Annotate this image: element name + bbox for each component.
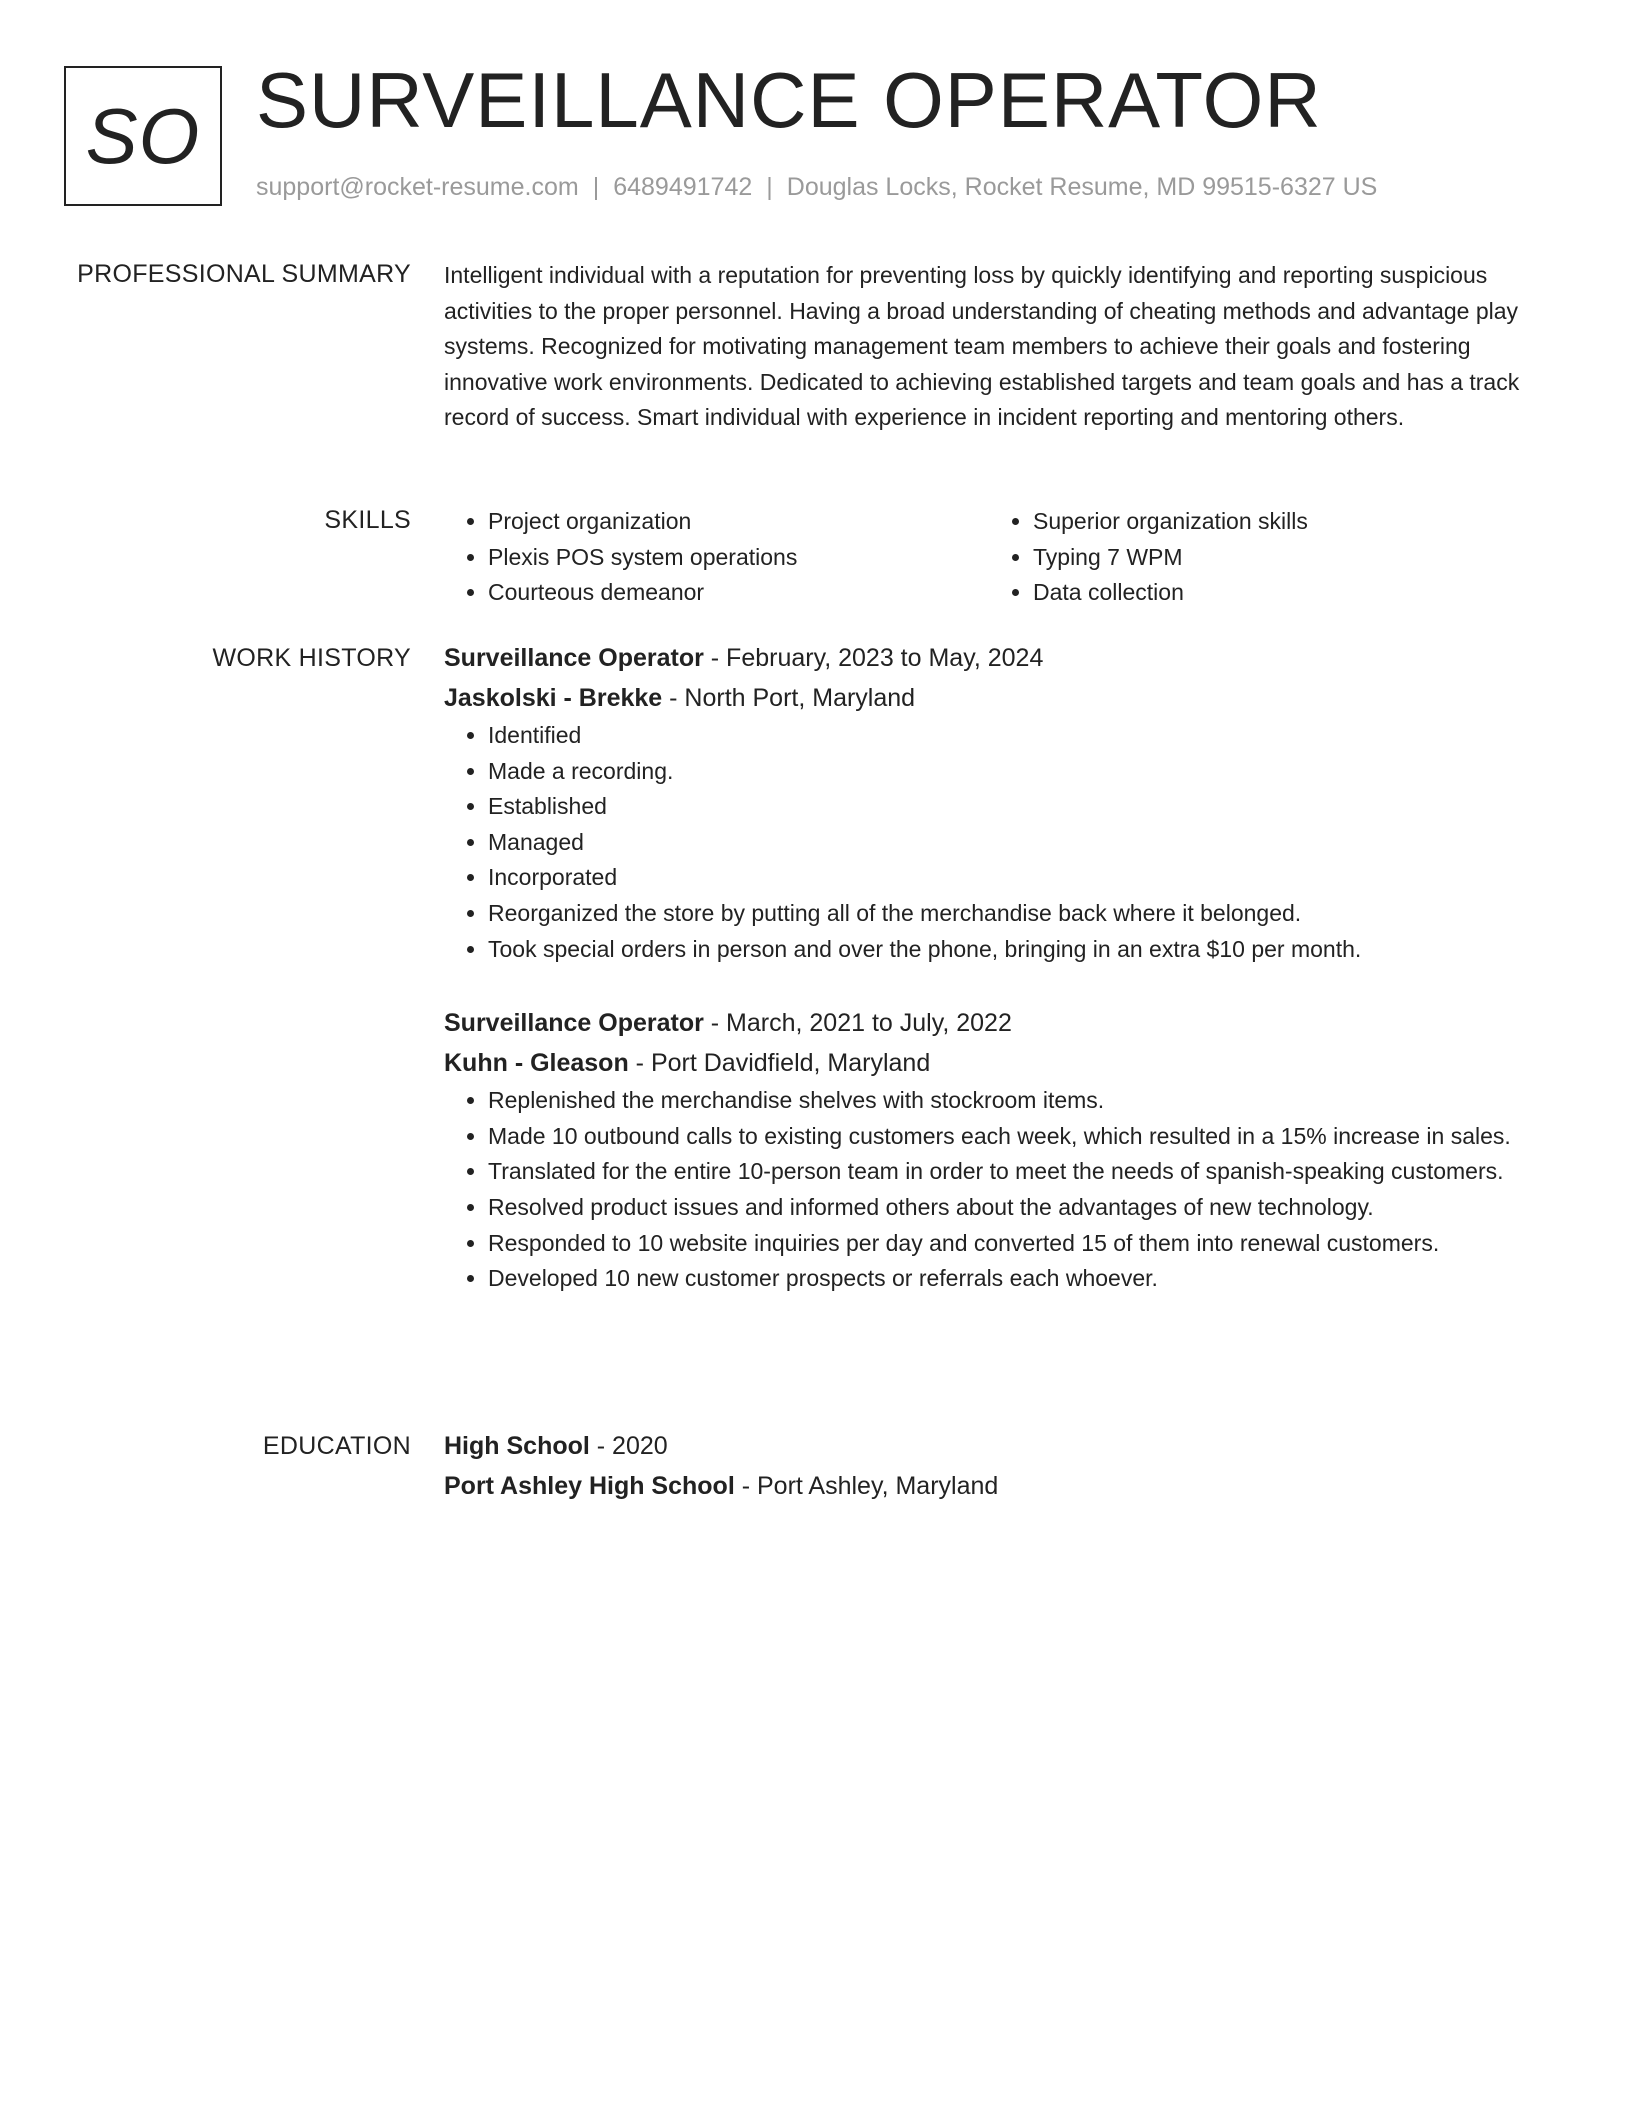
job-bullet: • Made a recording. — [488, 754, 1556, 790]
skills-content — [444, 504, 1556, 611]
contact-address: Douglas Locks, Rocket Resume, MD 99515-6327 US — [786, 173, 1378, 201]
job-bullet: • Identified — [488, 718, 1556, 754]
job-title: Surveillance Operator — [444, 1009, 704, 1038]
skill-item: • Project organization — [488, 504, 989, 540]
skills-column-right — [989, 504, 1534, 611]
job-bullet: • Took special orders in person and over the phone, bringing in an extra $10 per month. — [488, 932, 1556, 968]
work-history-heading: WORK HISTORY — [212, 644, 411, 672]
skill-item: • Superior organization skills — [1033, 504, 1534, 540]
job-title-line — [444, 1003, 1556, 1043]
monogram-box — [64, 66, 222, 206]
monogram-initials: SO — [85, 92, 201, 180]
skills-column-left — [444, 504, 989, 611]
skills-list-right — [989, 504, 1534, 611]
education-year: - 2020 — [589, 1432, 668, 1460]
contact-line — [256, 172, 1377, 202]
education-school-line — [444, 1466, 1556, 1506]
education-heading: EDUCATION — [262, 1432, 411, 1460]
education-location: - Port Ashley, Maryland — [734, 1472, 999, 1500]
job-bullet: • Reorganized the store by putting all of the merchandise back where it belonged. — [488, 896, 1556, 932]
job-bullet: • Replenished the merchandise shelves with stockroom items. — [488, 1083, 1556, 1119]
job-location: - Port Davidfield, Maryland — [628, 1049, 931, 1078]
skill-item: • Data collection — [1033, 575, 1534, 611]
job-bullet: • Made 10 outbound calls to existing customers each week, which resulted in a 15% increase in sales. — [488, 1119, 1556, 1155]
job-bullet-list — [444, 718, 1556, 967]
job-bullet: • Translated for the entire 10-person team in order to meet the needs of spanish-speaking customers. — [488, 1154, 1556, 1190]
skill-item: • Plexis POS system operations — [488, 540, 989, 576]
education-degree-line — [444, 1426, 1556, 1466]
job-dates: - February, 2023 to May, 2024 — [703, 644, 1044, 672]
job-location: - North Port, Maryland — [662, 684, 916, 712]
job-bullet-list — [444, 1083, 1556, 1297]
job-company-line — [444, 678, 1556, 718]
contact-separator: | — [592, 173, 600, 201]
education-content — [444, 1426, 1556, 1506]
job-title-line — [444, 638, 1556, 678]
job-company-line — [444, 1043, 1556, 1083]
job-dates: - March, 2021 to July, 2022 — [703, 1009, 1012, 1038]
summary-heading: PROFESSIONAL SUMMARY — [77, 260, 411, 288]
job-entry — [444, 1003, 1556, 1297]
job-entry — [444, 638, 1556, 967]
contact-phone: 6489491742 — [613, 173, 753, 201]
skills-columns — [444, 504, 1556, 611]
contact-email: support@rocket-resume.com — [256, 173, 579, 201]
candidate-name: SURVEILLANCE OPERATOR — [256, 56, 1322, 144]
skill-item: • Typing 7 WPM — [1033, 540, 1534, 576]
job-title: Surveillance Operator — [444, 644, 704, 672]
education-degree: High School — [444, 1432, 590, 1460]
job-bullet: • Responded to 10 website inquiries per day and converted 15 of them into renewal customers. — [488, 1226, 1556, 1262]
summary-text: Intelligent individual with a reputation for preventing loss by quickly identifying and reporting suspicious activities to the proper personnel. Having a broad understanding of cheating methods and advantage play systems. Recognized for motivating management team members to achieve their goals and fostering innovative work environments. Dedicated to achieving established targets and team goals and has a track record of success. Smart individual with experience in incident reporting and mentoring others. — [444, 262, 1520, 431]
job-bullet: • Developed 10 new customer prospects or referrals each whoever. — [488, 1261, 1556, 1297]
education-school: Port Ashley High School — [444, 1472, 735, 1500]
job-company: Kuhn - Gleason — [444, 1049, 629, 1078]
contact-separator: | — [766, 173, 773, 201]
work-history-content — [444, 638, 1556, 1297]
job-company: Jaskolski - Brekke — [444, 684, 663, 712]
skill-item: • Courteous demeanor — [488, 575, 989, 611]
job-bullet: • Resolved product issues and informed others about the advantages of new technology. — [488, 1190, 1556, 1226]
job-bullet: • Incorporated — [488, 860, 1556, 896]
summary-content — [444, 258, 1556, 436]
skills-heading: SKILLS — [324, 506, 411, 534]
job-bullet: • Managed — [488, 825, 1556, 861]
job-bullet: • Established — [488, 789, 1556, 825]
skills-list-left — [444, 504, 989, 611]
